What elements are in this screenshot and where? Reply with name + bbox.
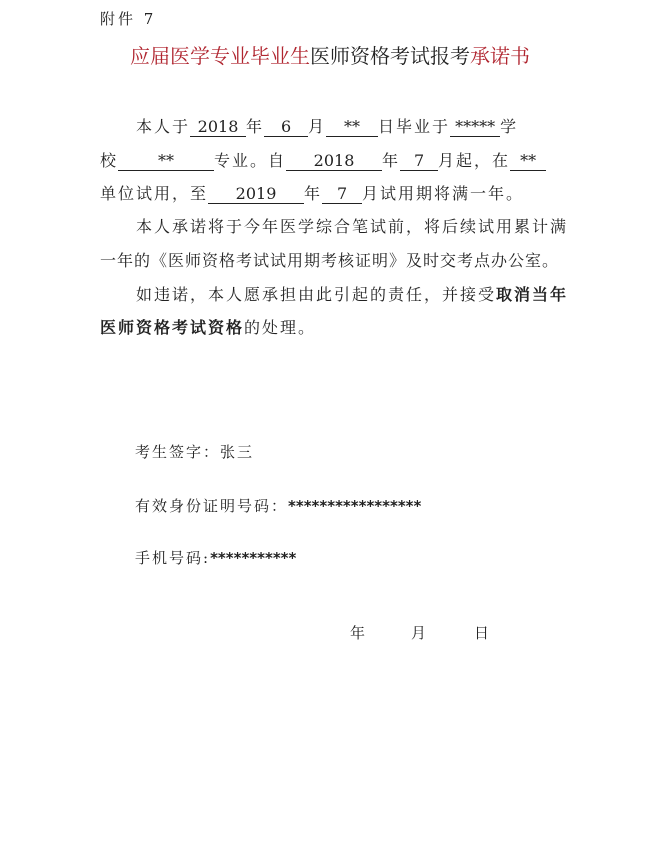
text: 如违诺，本人愿承担由此引起的责任，并接受 [136,285,497,304]
text: 年 [304,184,323,203]
paragraph-1-line-2 [100,148,546,171]
bold-text: 医师资格考试资格 [100,318,245,337]
text: 年 [246,117,265,136]
date-year: 年 [350,624,366,642]
text: 校 [100,151,119,170]
paragraph-2-line-2: 一年的《医师资格考试试用期考核证明》及时交考点办公室。 [100,251,560,270]
signature-line [135,441,254,462]
unit-field: ** [510,152,546,171]
phone-value: *********** [210,549,297,567]
attachment-label: 附件 7 [100,10,157,28]
graduation-year-field: 2018 [190,118,246,137]
title-part-2: 医师资格考试报考 [310,44,470,68]
date-month: 月 [411,624,427,642]
text: 年 [382,151,401,170]
date-day: 日 [474,624,490,642]
text: 月试用期将满一年。 [362,184,525,203]
start-month-field: 7 [400,152,438,171]
paragraph-3-line-2 [100,315,316,338]
paragraph-2-line-1: 本人承诺将于今年医学综合笔试前，将后续试用累计满 [136,217,569,236]
id-number-label: 有效身份证明号码： [135,497,289,515]
school-field: ***** [450,118,500,137]
bold-text: 取消当年 [496,285,569,304]
paragraph-1-line-1 [136,114,518,137]
document-title [0,40,660,69]
phone-line [135,547,296,568]
text: 日毕业于 [378,117,451,136]
text: 专业。自 [214,151,287,170]
text: 学 [500,117,519,136]
paragraph-1-line-3 [100,181,524,204]
text: 单位试用，至 [100,184,209,203]
title-part-3: 承诺书 [470,44,530,68]
graduation-day-field: ** [326,118,378,137]
text: 月起，在 [438,151,511,170]
end-year-field: 2019 [208,185,304,204]
end-month-field: 7 [322,185,362,204]
text: 月 [308,117,327,136]
text: 本人于 [136,117,191,136]
id-number-value: ***************** [288,497,422,515]
signature-name: 张三 [220,443,255,461]
id-number-line [135,495,421,516]
paragraph-3-line-1 [136,282,568,305]
start-year-field: 2018 [286,152,382,171]
phone-label: 手机号码: [135,549,211,567]
text: 的处理。 [244,318,317,337]
major-field: ** [118,152,214,171]
graduation-month-field: 6 [264,118,308,137]
title-part-1: 应届医学专业毕业生 [130,44,310,68]
signature-label: 考生签字： [135,443,221,461]
